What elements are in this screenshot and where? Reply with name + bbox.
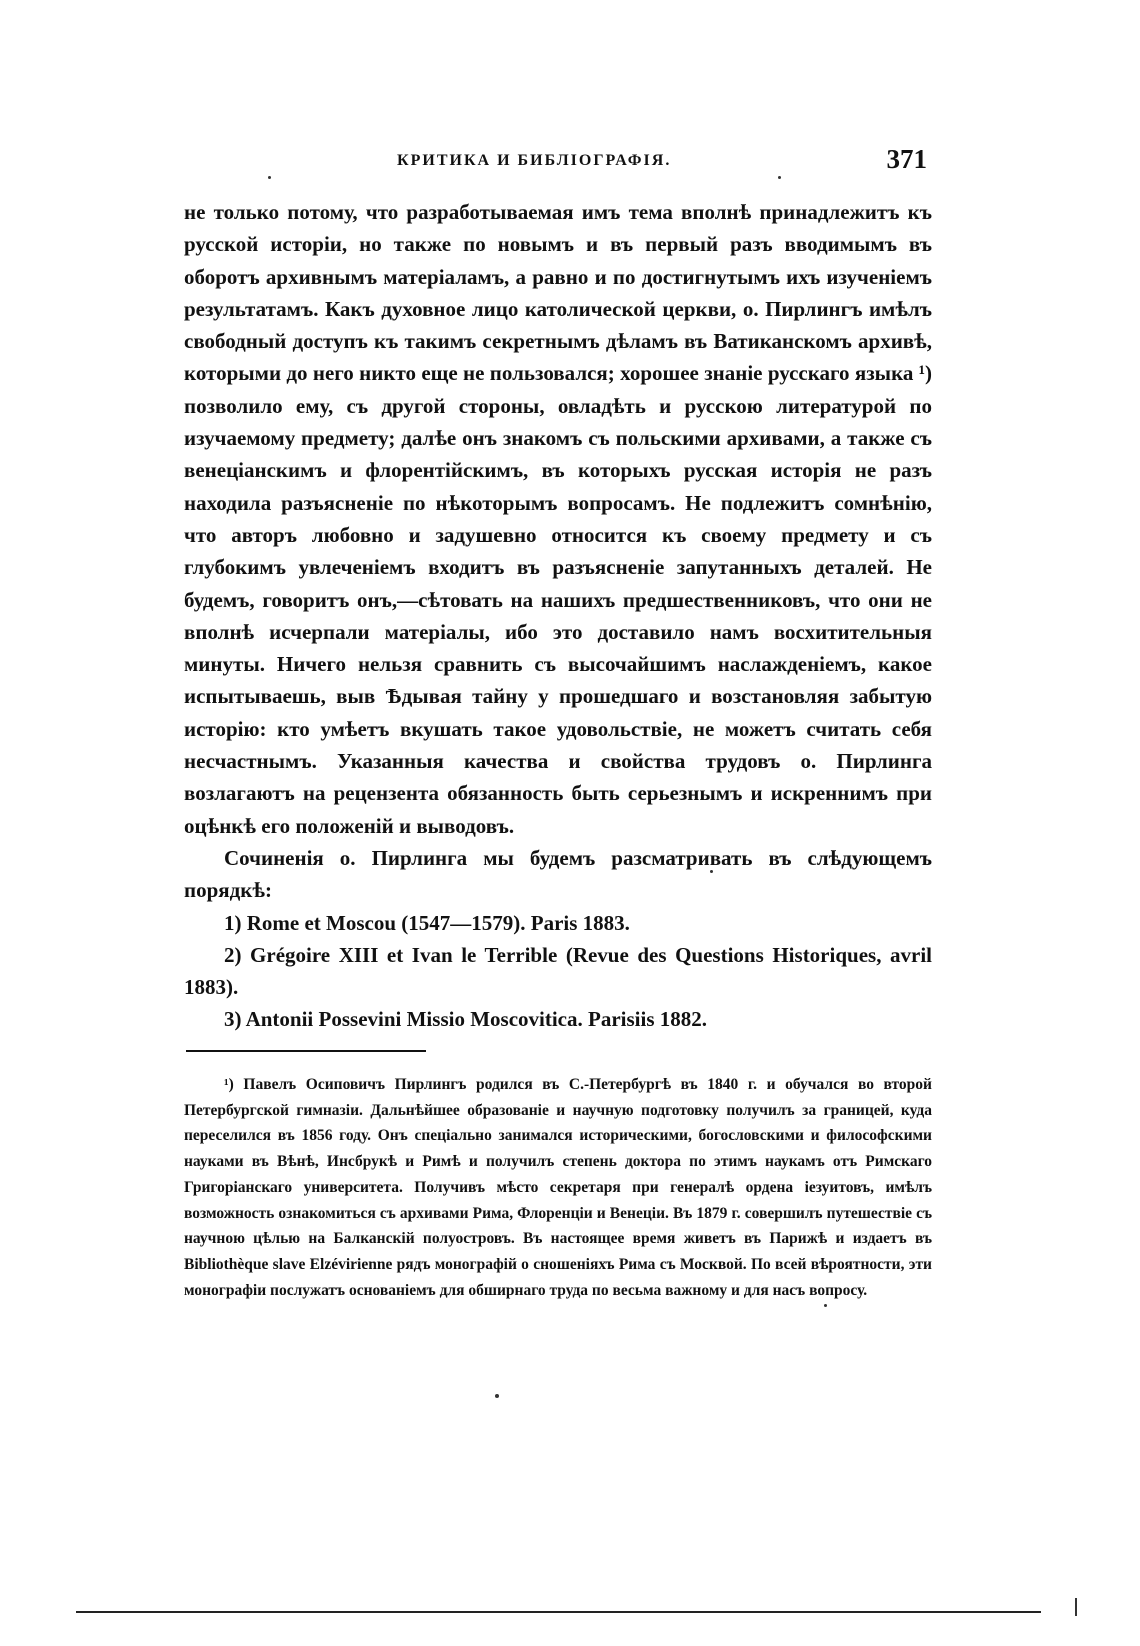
main-text xyxy=(184,196,932,1036)
bibliography-item: 3) Antonii Possevini Missio Moscovitica. Parisiis 1882. xyxy=(224,1007,707,1032)
running-title: КРИТИКА И БИБЛІОГРАФІЯ. xyxy=(397,152,672,169)
scan-speck xyxy=(495,1394,499,1398)
bibliography-item: 1) Rome et Moscou (1547—1579). Paris 1883. xyxy=(224,910,630,935)
scan-speck xyxy=(268,176,271,179)
scan-speck xyxy=(710,870,713,873)
bibliography-item: 2) Grégoire XIII et Ivan le Terrible (Revue des Questions Historiques, avril 1883). xyxy=(184,942,932,1000)
paragraph: Сочиненія о. Пирлинга мы будемъ разсматривать въ слѣдующемъ порядкѣ: xyxy=(184,845,932,903)
page-number: 371 xyxy=(886,144,927,174)
page-header xyxy=(185,144,937,180)
page-bottom-rule xyxy=(76,1611,1041,1613)
scan-speck xyxy=(824,1304,827,1307)
scan-edge-mark xyxy=(1075,1598,1077,1616)
scan-speck xyxy=(778,176,781,179)
footnote-divider xyxy=(186,1050,426,1052)
footnote: ¹) Павелъ Осиповичъ Пирлингъ родился въ С.-Петербургѣ въ 1840 г. и обучался во второй Петербургской гимназіи. Дальнѣйшее образованіе и научную подготовку получилъ за границей, куда переселился въ 1856 году. Онъ спеціально занимался историческими, богословскими и философскими науками въ Вѣнѣ, Инсбрукѣ и Римѣ и получилъ степень доктора по этимъ наукамъ отъ Римскаго Григоріанскаго университета. Получивъ мѣсто секретаря при генералѣ ордена іезуитовъ, имѣлъ возможность ознакомиться съ архивами Рима, Флоренціи и Венеціи. Въ 1879 г. совершилъ путешествіе съ научною цѣлью на Балканскій полуостровъ. Въ настоящее время живетъ въ Парижѣ и издаетъ въ Bibliothèque slave Elzévirienne рядъ монографій о сношеніяхъ Рима съ Москвой. По всей вѣроятности, эти монографіи послужатъ основаніемъ для обширнаго труда по весьма важному и для насъ вопросу. xyxy=(184,1076,932,1299)
paragraph: не только потому, что разработываемая имъ тема вполнѣ принадлежитъ къ русской исторіи, но также по новымъ и въ первый разъ вводимымъ въ оборотъ архивнымъ матеріаламъ, а равно и по достигнутымъ ихъ изученіемъ результатамъ. Какъ духовное лицо католической церкви, о. Пирлингъ имѣлъ свободный доступъ къ такимъ секретнымъ дѣламъ въ Ватиканскомъ архивѣ, которыми до него никто еще не пользовался; хорошее знаніе русскаго языка ¹) позволило ему, съ другой стороны, овладѣть и русскою литературой по изучаемому предмету; далѣе онъ знакомъ съ польскими архивами, а также съ венеціанскимъ и флорентійскимъ, въ которыхъ русская исторія не разъ находила разъясненіе по нѣкоторымъ вопросамъ. Не подлежитъ сомнѣнію, что авторъ любовно и задушевно относится къ своему предмету и съ глубокимъ увлеченіемъ входитъ въ разъясненіе запутанныхъ деталей. Не будемъ, говоритъ онъ,—сѣтовать на нашихъ предшественниковъ, что они не вполнѣ исчерпали матеріалы, ибо это доставило намъ восхитительныя минуты. Ничего нельзя сравнить съ высочайшимъ наслажденіемъ, какое испытываешь, выв Ѣдывая тайну у прошедшаго и возстановляя забытую исторію: кто умѣетъ вкушать такое удовольствіе, не можетъ считать себя несчастнымъ. Указанныя качества и свойства трудовъ о. Пирлинга возлагаютъ на рецензента обязанность быть серьезнымъ и искреннимъ при оцѣнкѣ его положеній и выводовъ. xyxy=(184,200,932,838)
